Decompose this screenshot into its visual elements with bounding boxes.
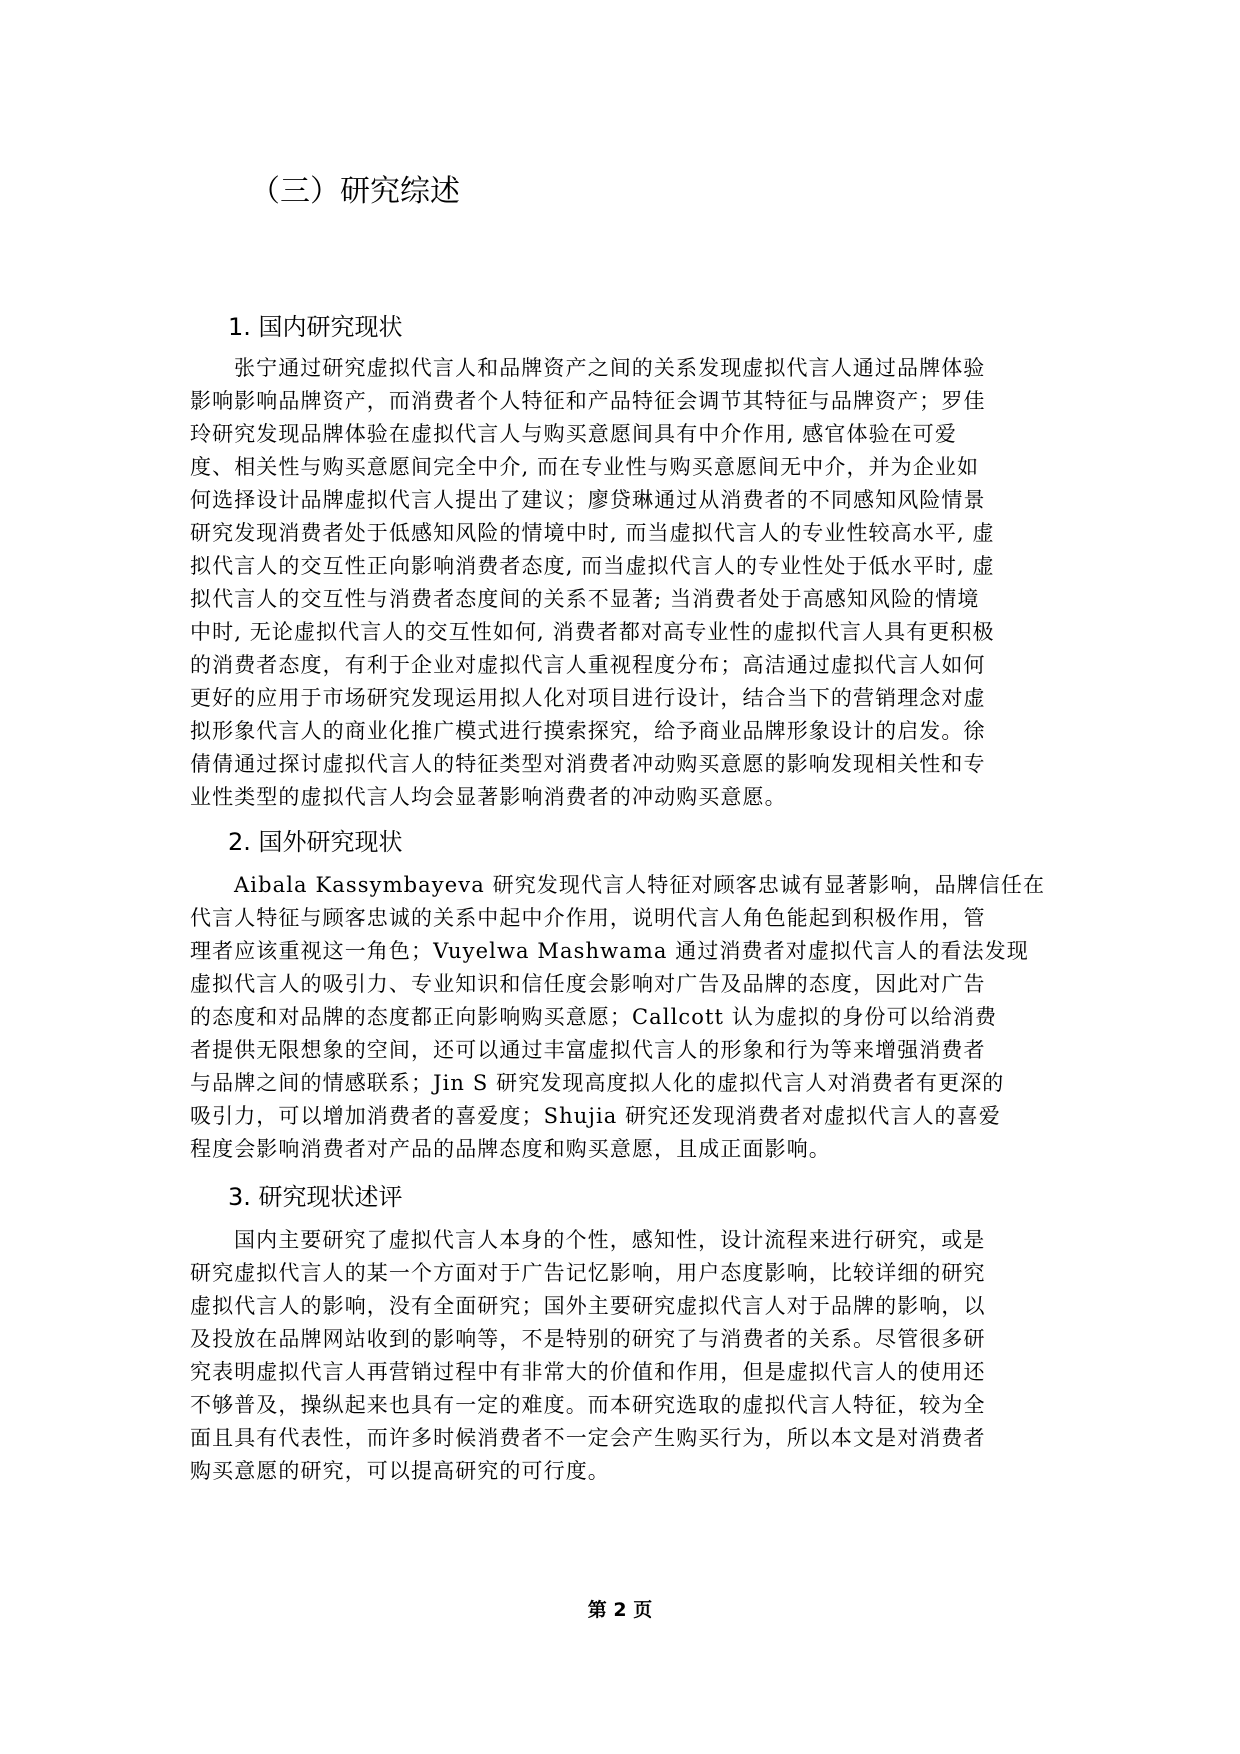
paragraph-line: 何选择设计品牌虚拟代言人提出了建议；廖贷琳通过从消费者的不同感知风险情景 [190, 488, 986, 512]
paragraph-line: 拟代言人的交互性与消费者态度间的关系不显著; 当消费者处于高感知风险的情境 [190, 587, 980, 611]
paragraph-line: 拟形象代言人的商业化推广模式进行摸索探究，给予商业品牌形象设计的启发。徐 [190, 719, 986, 743]
paragraph-line: 更好的应用于市场研究发现运用拟人化对项目进行设计，结合当下的营销理念对虚 [190, 686, 986, 710]
paragraph-line: 究表明虚拟代言人再营销过程中有非常大的价值和作用，但是虚拟代言人的使用还 [190, 1360, 986, 1384]
paragraph-line: 程度会影响消费者对产品的品牌态度和购买意愿，且成正面影响。 [190, 1137, 831, 1161]
paragraph-line: 倩倩通过探讨虚拟代言人的特征类型对消费者冲动购买意愿的影响发现相关性和专 [190, 752, 986, 776]
paragraph-line: 不够普及，操纵起来也具有一定的难度。而本研究选取的虚拟代言人特征，较为全 [190, 1393, 986, 1417]
subsection-heading-foreign: 2. 国外研究现状 [228, 828, 403, 856]
paragraph-foreign [190, 869, 1190, 1166]
paragraph-line: 面且具有代表性，而许多时候消费者不一定会产生购买行为，所以本文是对消费者 [190, 1426, 986, 1450]
paragraph-line: 度、相关性与购买意愿间完全中介, 而在专业性与购买意愿间无中介，并为企业如 [190, 455, 980, 479]
paragraph-line: 国内主要研究了虚拟代言人本身的个性，感知性，设计流程来进行研究，或是 [234, 1228, 986, 1252]
paragraph-line: 业性类型的虚拟代言人均会显著影响消费者的冲动购买意愿。 [190, 785, 787, 809]
paragraph-line: 与品牌之间的情感联系；Jin S 研究发现高度拟人化的虚拟代言人对消费者有更深的 [190, 1071, 1005, 1095]
section-title: （三）研究综述 [250, 174, 460, 209]
paragraph-line: 吸引力，可以增加消费者的喜爱度；Shujia 研究还发现消费者对虚拟代言人的喜爱 [190, 1104, 1001, 1128]
paragraph-line: 研究发现消费者处于低感知风险的情境中时, 而当虚拟代言人的专业性较高水平, 虚 [190, 521, 995, 545]
paragraph-line: 虚拟代言人的影响，没有全面研究；国外主要研究虚拟代言人对于品牌的影响，以 [190, 1294, 986, 1318]
paragraph-domestic [190, 352, 1190, 814]
paragraph-line: 影响影响品牌资产，而消费者个人特征和产品特征会调节其特征与品牌资产；罗佳 [190, 389, 986, 413]
paragraph-line: 购买意愿的研究，可以提高研究的可行度。 [190, 1459, 610, 1483]
paragraph-line: 虚拟代言人的吸引力、专业知识和信任度会影响对广告及品牌的态度，因此对广告 [190, 972, 986, 996]
paragraph-line: 中时, 无论虚拟代言人的交互性如何, 消费者都对高专业性的虚拟代言人具有更积极 [190, 620, 995, 644]
paragraph-line: 拟代言人的交互性正向影响消费者态度, 而当虚拟代言人的专业性处于低水平时, 虚 [190, 554, 995, 578]
subsection-heading-review: 3. 研究现状述评 [228, 1183, 403, 1211]
paragraph-review [190, 1224, 1190, 1488]
paragraph-line: 玲研究发现品牌体验在虚拟代言人与购买意愿间具有中介作用, 感官体验在可爱 [190, 422, 957, 446]
subsection-heading-domestic: 1. 国内研究现状 [228, 313, 403, 341]
paragraph-line: 张宁通过研究虚拟代言人和品牌资产之间的关系发现虚拟代言人通过品牌体验 [234, 356, 986, 380]
paragraph-line: 的消费者态度，有利于企业对虚拟代言人重视程度分布；高洁通过虚拟代言人如何 [190, 653, 986, 677]
paragraph-line: 理者应该重视这一角色；Vuyelwa Mashwama 通过消费者对虚拟代言人的看法发现 [190, 939, 1029, 963]
paragraph-line: 研究虚拟代言人的某一个方面对于广告记忆影响，用户态度影响，比较详细的研究 [190, 1261, 986, 1285]
paragraph-line: Aibala Kassymbayeva 研究发现代言人特征对顾客忠诚有显著影响，品牌信任在 [234, 873, 1046, 897]
page-number: 第 2 页 [587, 1599, 653, 1621]
paragraph-line: 代言人特征与顾客忠诚的关系中起中介作用，说明代言人角色能起到积极作用，管 [190, 906, 986, 930]
paragraph-line: 的态度和对品牌的态度都正向影响购买意愿；Callcott 认为虚拟的身份可以给消费 [190, 1005, 998, 1029]
paragraph-line: 者提供无限想象的空间，还可以通过丰富虚拟代言人的形象和行为等来增强消费者 [190, 1038, 986, 1062]
paragraph-line: 及投放在品牌网站收到的影响等，不是特别的研究了与消费者的关系。尽管很多研 [190, 1327, 986, 1351]
